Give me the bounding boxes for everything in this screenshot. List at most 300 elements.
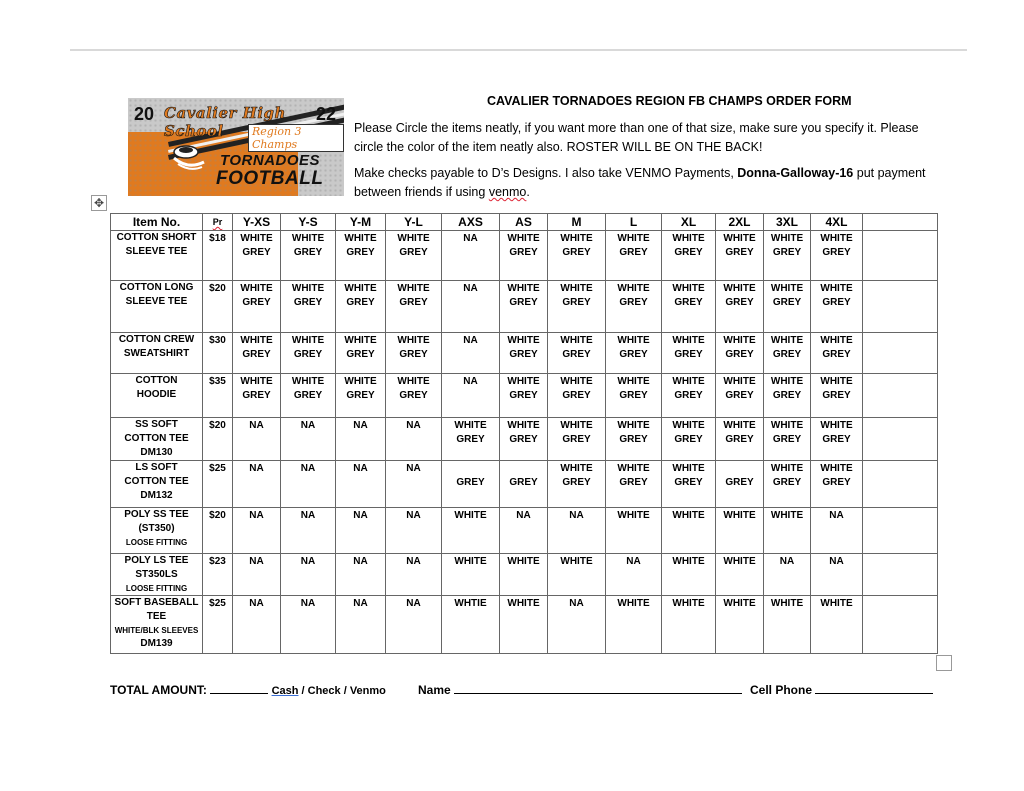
- size-color-cell[interactable]: [811, 418, 863, 461]
- color-option[interactable]: WHITE: [723, 556, 756, 567]
- size-color-cell[interactable]: [548, 374, 606, 418]
- size-color-cell[interactable]: [336, 333, 386, 374]
- size-color-cell[interactable]: [764, 461, 811, 508]
- color-option[interactable]: GREY: [509, 247, 538, 258]
- size-color-cell[interactable]: [662, 554, 716, 596]
- school-logo: [128, 98, 344, 196]
- size-color-cell[interactable]: [548, 554, 606, 596]
- size-color-cell[interactable]: [281, 596, 336, 654]
- size-color-cell[interactable]: [442, 596, 500, 654]
- size-color-cell[interactable]: [442, 374, 500, 418]
- size-color-cell[interactable]: [281, 554, 336, 596]
- color-option[interactable]: WHITE: [723, 510, 756, 521]
- size-color-cell[interactable]: [811, 554, 863, 596]
- color-option[interactable]: NA: [300, 598, 316, 609]
- total-amount-field[interactable]: [110, 680, 386, 697]
- size-color-cell[interactable]: [386, 461, 442, 508]
- size-color-cell[interactable]: [442, 508, 500, 554]
- color-option[interactable]: WHITE: [240, 335, 273, 346]
- color-option[interactable]: WHITE: [560, 283, 593, 294]
- color-option[interactable]: GREY: [399, 297, 428, 308]
- color-option[interactable]: WHITE: [617, 233, 650, 244]
- color-option[interactable]: GREY: [509, 390, 538, 401]
- color-option[interactable]: GREY: [674, 297, 703, 308]
- size-color-cell[interactable]: [500, 333, 548, 374]
- color-option[interactable]: GREY: [242, 349, 271, 360]
- color-option[interactable]: GREY: [293, 247, 323, 258]
- size-color-cell[interactable]: [386, 418, 442, 461]
- color-option[interactable]: WHITE: [454, 556, 487, 567]
- color-option[interactable]: NA: [406, 556, 421, 567]
- color-option[interactable]: GREY: [242, 247, 271, 258]
- color-option[interactable]: NA: [300, 556, 316, 567]
- color-option[interactable]: GREY: [509, 349, 538, 360]
- color-option[interactable]: NA: [779, 556, 795, 567]
- color-option[interactable]: WHITE: [723, 283, 756, 294]
- size-color-cell[interactable]: [336, 461, 386, 508]
- color-option[interactable]: GREY: [772, 477, 802, 488]
- color-option[interactable]: WHITE: [560, 420, 593, 431]
- color-option[interactable]: WHITE: [560, 335, 593, 346]
- size-color-cell[interactable]: [863, 231, 938, 281]
- color-option[interactable]: GREY: [456, 477, 485, 488]
- size-color-cell[interactable]: [500, 596, 548, 654]
- size-color-cell[interactable]: [386, 554, 442, 596]
- color-option[interactable]: GREY: [619, 247, 648, 258]
- size-color-cell[interactable]: [233, 231, 281, 281]
- size-color-cell[interactable]: [233, 461, 281, 508]
- size-color-cell[interactable]: [548, 333, 606, 374]
- color-option[interactable]: WHITE: [617, 463, 650, 474]
- size-color-cell[interactable]: [764, 596, 811, 654]
- size-color-cell[interactable]: [716, 596, 764, 654]
- color-option[interactable]: WHITE: [770, 463, 804, 474]
- color-option[interactable]: WHITE: [397, 376, 430, 387]
- size-color-cell[interactable]: [500, 231, 548, 281]
- size-color-cell[interactable]: [500, 281, 548, 333]
- column-header: M: [548, 214, 606, 231]
- color-option[interactable]: WHITE: [507, 556, 540, 567]
- color-option[interactable]: WHITE: [770, 510, 804, 521]
- color-option[interactable]: GREY: [562, 390, 591, 401]
- color-option[interactable]: GREY: [822, 297, 851, 308]
- size-color-cell[interactable]: [863, 596, 938, 654]
- size-color-cell[interactable]: [386, 231, 442, 281]
- name-line[interactable]: [454, 680, 742, 694]
- size-color-cell[interactable]: [442, 554, 500, 596]
- color-option[interactable]: NA: [463, 283, 478, 294]
- color-option[interactable]: GREY: [346, 247, 375, 258]
- size-color-cell[interactable]: [336, 374, 386, 418]
- color-option[interactable]: GREY: [619, 349, 648, 360]
- color-option[interactable]: GREY: [822, 247, 851, 258]
- size-color-cell[interactable]: [606, 508, 662, 554]
- color-option[interactable]: WHITE: [560, 556, 593, 567]
- size-color-cell[interactable]: [764, 333, 811, 374]
- color-option[interactable]: GREY: [619, 477, 648, 488]
- color-option[interactable]: GREY: [562, 477, 591, 488]
- color-option[interactable]: WHITE: [240, 283, 273, 294]
- color-option[interactable]: NA: [249, 420, 264, 431]
- size-color-cell[interactable]: [811, 596, 863, 654]
- color-option[interactable]: WHITE: [770, 598, 804, 609]
- color-option[interactable]: WHITE: [617, 510, 650, 521]
- color-option[interactable]: WHITE: [617, 420, 650, 431]
- table-move-handle-icon[interactable]: ✥: [91, 195, 107, 211]
- size-color-cell[interactable]: [233, 418, 281, 461]
- color-option[interactable]: WHITE: [507, 376, 540, 387]
- size-color-cell[interactable]: [716, 333, 764, 374]
- size-color-cell[interactable]: [863, 281, 938, 333]
- size-color-cell[interactable]: [764, 231, 811, 281]
- size-color-cell[interactable]: [606, 461, 662, 508]
- size-color-cell[interactable]: [336, 418, 386, 461]
- size-color-cell[interactable]: [233, 508, 281, 554]
- size-color-cell[interactable]: [281, 333, 336, 374]
- color-option[interactable]: WHITE: [672, 510, 705, 521]
- size-color-cell[interactable]: [548, 508, 606, 554]
- color-option[interactable]: NA: [353, 463, 368, 474]
- size-color-cell[interactable]: [716, 461, 764, 508]
- size-color-cell[interactable]: [863, 418, 938, 461]
- color-option[interactable]: GREY: [674, 247, 703, 258]
- color-option[interactable]: WHITE: [723, 376, 756, 387]
- size-color-cell[interactable]: [281, 374, 336, 418]
- color-option[interactable]: WHITE: [454, 510, 487, 521]
- color-option[interactable]: NA: [406, 510, 421, 521]
- size-color-cell[interactable]: [606, 333, 662, 374]
- color-option[interactable]: WHITE: [397, 233, 430, 244]
- size-color-cell[interactable]: [233, 281, 281, 333]
- size-color-cell[interactable]: [606, 374, 662, 418]
- color-option[interactable]: NA: [569, 598, 584, 609]
- color-option[interactable]: GREY: [674, 477, 703, 488]
- color-option[interactable]: NA: [249, 463, 264, 474]
- color-option[interactable]: WHITE: [240, 233, 273, 244]
- size-color-cell[interactable]: [336, 596, 386, 654]
- color-option[interactable]: [500, 462, 547, 476]
- color-option[interactable]: WHITE: [560, 233, 593, 244]
- color-option[interactable]: NA: [300, 420, 316, 431]
- color-option[interactable]: WHITE: [820, 420, 853, 431]
- color-option[interactable]: GREY: [725, 247, 754, 258]
- color-option[interactable]: WHITE: [507, 335, 540, 346]
- color-option[interactable]: GREY: [725, 349, 754, 360]
- size-color-cell[interactable]: [662, 333, 716, 374]
- color-option[interactable]: GREY: [772, 434, 802, 445]
- size-color-cell[interactable]: [386, 281, 442, 333]
- color-option[interactable]: WHITE: [617, 598, 650, 609]
- color-option[interactable]: NA: [353, 420, 368, 431]
- color-option[interactable]: WHITE: [344, 283, 377, 294]
- size-color-cell[interactable]: [442, 461, 500, 508]
- color-option[interactable]: WHITE: [723, 420, 756, 431]
- color-option[interactable]: WHITE: [672, 463, 705, 474]
- payment-cash: Cash: [271, 685, 299, 697]
- color-option[interactable]: WHITE: [820, 463, 853, 474]
- color-option[interactable]: GREY: [822, 349, 851, 360]
- color-option[interactable]: WHITE: [672, 233, 705, 244]
- color-option[interactable]: GREY: [562, 297, 591, 308]
- size-color-cell[interactable]: [662, 281, 716, 333]
- size-color-cell[interactable]: [606, 231, 662, 281]
- color-option[interactable]: GREY: [822, 477, 851, 488]
- size-color-cell[interactable]: [233, 596, 281, 654]
- size-color-cell[interactable]: [500, 374, 548, 418]
- color-option[interactable]: GREY: [509, 297, 538, 308]
- color-option[interactable]: WHITE: [672, 376, 705, 387]
- color-option[interactable]: NA: [463, 335, 478, 346]
- color-option[interactable]: WHITE: [617, 283, 650, 294]
- color-option[interactable]: WHITE: [507, 598, 540, 609]
- color-option[interactable]: WHITE: [507, 420, 540, 431]
- color-option[interactable]: GREY: [772, 297, 802, 308]
- color-option[interactable]: WHITE: [397, 283, 430, 294]
- size-color-cell[interactable]: [764, 554, 811, 596]
- size-color-cell[interactable]: [716, 418, 764, 461]
- color-option[interactable]: GREY: [346, 349, 375, 360]
- color-option[interactable]: WHITE: [672, 598, 705, 609]
- color-option[interactable]: WHITE: [617, 376, 650, 387]
- color-option[interactable]: GREY: [242, 297, 271, 308]
- size-color-cell[interactable]: [863, 554, 938, 596]
- color-option[interactable]: GREY: [725, 477, 754, 488]
- color-option[interactable]: GREY: [562, 434, 591, 445]
- color-option[interactable]: WHITE: [240, 376, 273, 387]
- color-option[interactable]: GREY: [822, 390, 851, 401]
- color-option[interactable]: NA: [249, 556, 264, 567]
- color-option[interactable]: WHITE: [820, 376, 853, 387]
- size-color-cell[interactable]: [500, 461, 548, 508]
- size-color-cell[interactable]: [281, 461, 336, 508]
- color-option[interactable]: GREY: [725, 390, 754, 401]
- color-option[interactable]: GREY: [456, 434, 485, 445]
- size-color-cell[interactable]: [863, 374, 938, 418]
- size-color-cell[interactable]: [606, 554, 662, 596]
- size-color-cell[interactable]: [716, 374, 764, 418]
- color-option[interactable]: [716, 462, 763, 476]
- color-option[interactable]: NA: [463, 376, 478, 387]
- color-option[interactable]: WHITE: [723, 598, 756, 609]
- color-option[interactable]: NA: [353, 556, 368, 567]
- color-option[interactable]: GREY: [562, 247, 591, 258]
- color-option[interactable]: WHITE: [770, 283, 804, 294]
- color-option[interactable]: GREY: [242, 390, 271, 401]
- size-color-cell[interactable]: [662, 596, 716, 654]
- size-color-cell[interactable]: [716, 231, 764, 281]
- size-color-cell[interactable]: [811, 374, 863, 418]
- color-option[interactable]: WHITE: [820, 335, 853, 346]
- size-color-cell[interactable]: [500, 554, 548, 596]
- size-color-cell[interactable]: [811, 231, 863, 281]
- color-option[interactable]: WHITE: [770, 376, 804, 387]
- size-color-cell[interactable]: [863, 461, 938, 508]
- size-color-cell[interactable]: [233, 554, 281, 596]
- color-option[interactable]: NA: [249, 598, 264, 609]
- color-option[interactable]: GREY: [822, 434, 851, 445]
- color-option[interactable]: WHITE: [820, 283, 853, 294]
- color-option[interactable]: GREY: [619, 434, 648, 445]
- color-option[interactable]: WHITE: [344, 233, 377, 244]
- color-option[interactable]: WHITE: [820, 598, 853, 609]
- size-color-cell[interactable]: [386, 374, 442, 418]
- color-option[interactable]: WHITE: [507, 283, 540, 294]
- color-option[interactable]: GREY: [346, 390, 375, 401]
- size-color-cell[interactable]: [764, 374, 811, 418]
- size-color-cell[interactable]: [233, 333, 281, 374]
- color-option[interactable]: NA: [463, 233, 478, 244]
- color-option[interactable]: WHITE: [291, 233, 325, 244]
- color-option[interactable]: WHITE: [507, 233, 540, 244]
- color-option[interactable]: WHITE: [770, 335, 804, 346]
- color-option[interactable]: GREY: [674, 390, 703, 401]
- size-color-cell[interactable]: [386, 508, 442, 554]
- color-option[interactable]: WHITE: [672, 420, 705, 431]
- color-option[interactable]: WHITE: [820, 233, 853, 244]
- size-color-cell[interactable]: [281, 508, 336, 554]
- size-color-cell[interactable]: [811, 333, 863, 374]
- color-option[interactable]: NA: [406, 420, 421, 431]
- color-option[interactable]: GREY: [509, 434, 538, 445]
- color-option[interactable]: NA: [829, 510, 844, 521]
- size-color-cell[interactable]: [281, 231, 336, 281]
- color-option[interactable]: GREY: [772, 390, 802, 401]
- color-option[interactable]: GREY: [674, 434, 703, 445]
- size-color-cell[interactable]: [548, 231, 606, 281]
- size-color-cell[interactable]: [811, 461, 863, 508]
- color-option[interactable]: WHITE: [723, 233, 756, 244]
- size-color-cell[interactable]: [606, 281, 662, 333]
- color-option[interactable]: GREY: [725, 434, 754, 445]
- size-color-cell[interactable]: [442, 281, 500, 333]
- color-option[interactable]: GREY: [293, 349, 323, 360]
- size-color-cell[interactable]: [386, 333, 442, 374]
- cell-phone-line[interactable]: [815, 680, 933, 694]
- color-option[interactable]: WHTIE: [454, 598, 487, 609]
- size-color-cell[interactable]: [716, 554, 764, 596]
- size-color-cell[interactable]: [863, 508, 938, 554]
- color-option[interactable]: NA: [829, 556, 844, 567]
- color-option[interactable]: GREY: [562, 349, 591, 360]
- color-option[interactable]: WHITE: [291, 335, 325, 346]
- size-color-cell[interactable]: [811, 281, 863, 333]
- size-color-cell[interactable]: [662, 231, 716, 281]
- size-color-cell[interactable]: [548, 281, 606, 333]
- item-name-cell: [111, 333, 203, 374]
- color-option[interactable]: GREY: [725, 297, 754, 308]
- size-color-cell[interactable]: [764, 281, 811, 333]
- color-option[interactable]: GREY: [509, 477, 538, 488]
- color-option[interactable]: NA: [516, 510, 531, 521]
- size-color-cell[interactable]: [281, 418, 336, 461]
- name-field[interactable]: [418, 680, 742, 697]
- size-color-cell[interactable]: [548, 418, 606, 461]
- venmo-handle: Donna-Galloway-16: [737, 166, 854, 180]
- size-color-cell[interactable]: [764, 508, 811, 554]
- size-color-cell[interactable]: [500, 508, 548, 554]
- size-color-cell[interactable]: [336, 508, 386, 554]
- color-option[interactable]: WHITE: [560, 376, 593, 387]
- color-option[interactable]: WHITE: [560, 463, 593, 474]
- color-option[interactable]: WHITE: [397, 335, 430, 346]
- size-color-cell[interactable]: [606, 596, 662, 654]
- color-option[interactable]: GREY: [619, 297, 648, 308]
- color-option[interactable]: WHITE: [672, 335, 705, 346]
- color-option[interactable]: NA: [406, 598, 421, 609]
- color-option[interactable]: GREY: [772, 349, 802, 360]
- color-option[interactable]: GREY: [293, 297, 323, 308]
- size-color-cell[interactable]: [442, 333, 500, 374]
- color-option[interactable]: WHITE: [291, 376, 325, 387]
- size-color-cell[interactable]: [662, 461, 716, 508]
- color-option[interactable]: GREY: [346, 297, 375, 308]
- color-option[interactable]: WHITE: [291, 283, 325, 294]
- color-option[interactable]: WHITE: [344, 335, 377, 346]
- color-option[interactable]: NA: [353, 598, 368, 609]
- size-color-cell[interactable]: [662, 418, 716, 461]
- color-option[interactable]: NA: [626, 556, 641, 567]
- color-option[interactable]: NA: [569, 510, 584, 521]
- color-option[interactable]: WHITE: [617, 335, 650, 346]
- color-option[interactable]: WHITE: [672, 283, 705, 294]
- size-color-cell[interactable]: [606, 418, 662, 461]
- color-option[interactable]: [442, 462, 499, 476]
- color-option[interactable]: NA: [406, 463, 421, 474]
- total-amount-line[interactable]: [210, 680, 268, 694]
- color-option[interactable]: NA: [300, 510, 316, 521]
- size-color-cell[interactable]: [336, 281, 386, 333]
- color-option[interactable]: GREY: [619, 390, 648, 401]
- color-option[interactable]: GREY: [399, 247, 428, 258]
- size-color-cell[interactable]: [863, 333, 938, 374]
- size-color-cell[interactable]: [662, 508, 716, 554]
- color-option[interactable]: GREY: [399, 349, 428, 360]
- size-color-cell[interactable]: [336, 231, 386, 281]
- cell-phone-field[interactable]: [750, 680, 933, 697]
- size-color-cell[interactable]: [716, 508, 764, 554]
- size-color-cell[interactable]: [386, 596, 442, 654]
- size-color-cell[interactable]: [548, 596, 606, 654]
- table-resize-handle[interactable]: [936, 655, 952, 671]
- item-name-cell: [111, 554, 203, 596]
- size-color-cell[interactable]: [233, 374, 281, 418]
- size-color-cell[interactable]: [548, 461, 606, 508]
- size-color-cell[interactable]: [442, 231, 500, 281]
- color-option[interactable]: GREY: [674, 349, 703, 360]
- color-option[interactable]: WHITE: [770, 420, 804, 431]
- color-option[interactable]: GREY: [399, 390, 428, 401]
- color-option[interactable]: NA: [300, 463, 316, 474]
- size-color-cell[interactable]: [336, 554, 386, 596]
- color-option[interactable]: WHITE: [723, 335, 756, 346]
- size-color-cell[interactable]: [281, 281, 336, 333]
- color-option[interactable]: WHITE: [454, 420, 487, 431]
- size-color-cell[interactable]: [662, 374, 716, 418]
- color-option[interactable]: GREY: [772, 247, 802, 258]
- size-color-cell[interactable]: [811, 508, 863, 554]
- color-option[interactable]: NA: [353, 510, 368, 521]
- color-option[interactable]: WHITE: [344, 376, 377, 387]
- color-option[interactable]: WHITE: [770, 233, 804, 244]
- color-option[interactable]: WHITE: [672, 556, 705, 567]
- size-color-cell[interactable]: [500, 418, 548, 461]
- color-option[interactable]: NA: [249, 510, 264, 521]
- size-color-cell[interactable]: [764, 418, 811, 461]
- size-color-cell[interactable]: [442, 418, 500, 461]
- size-color-cell[interactable]: [716, 281, 764, 333]
- color-option[interactable]: GREY: [293, 390, 323, 401]
- column-header: AXS: [442, 214, 500, 231]
